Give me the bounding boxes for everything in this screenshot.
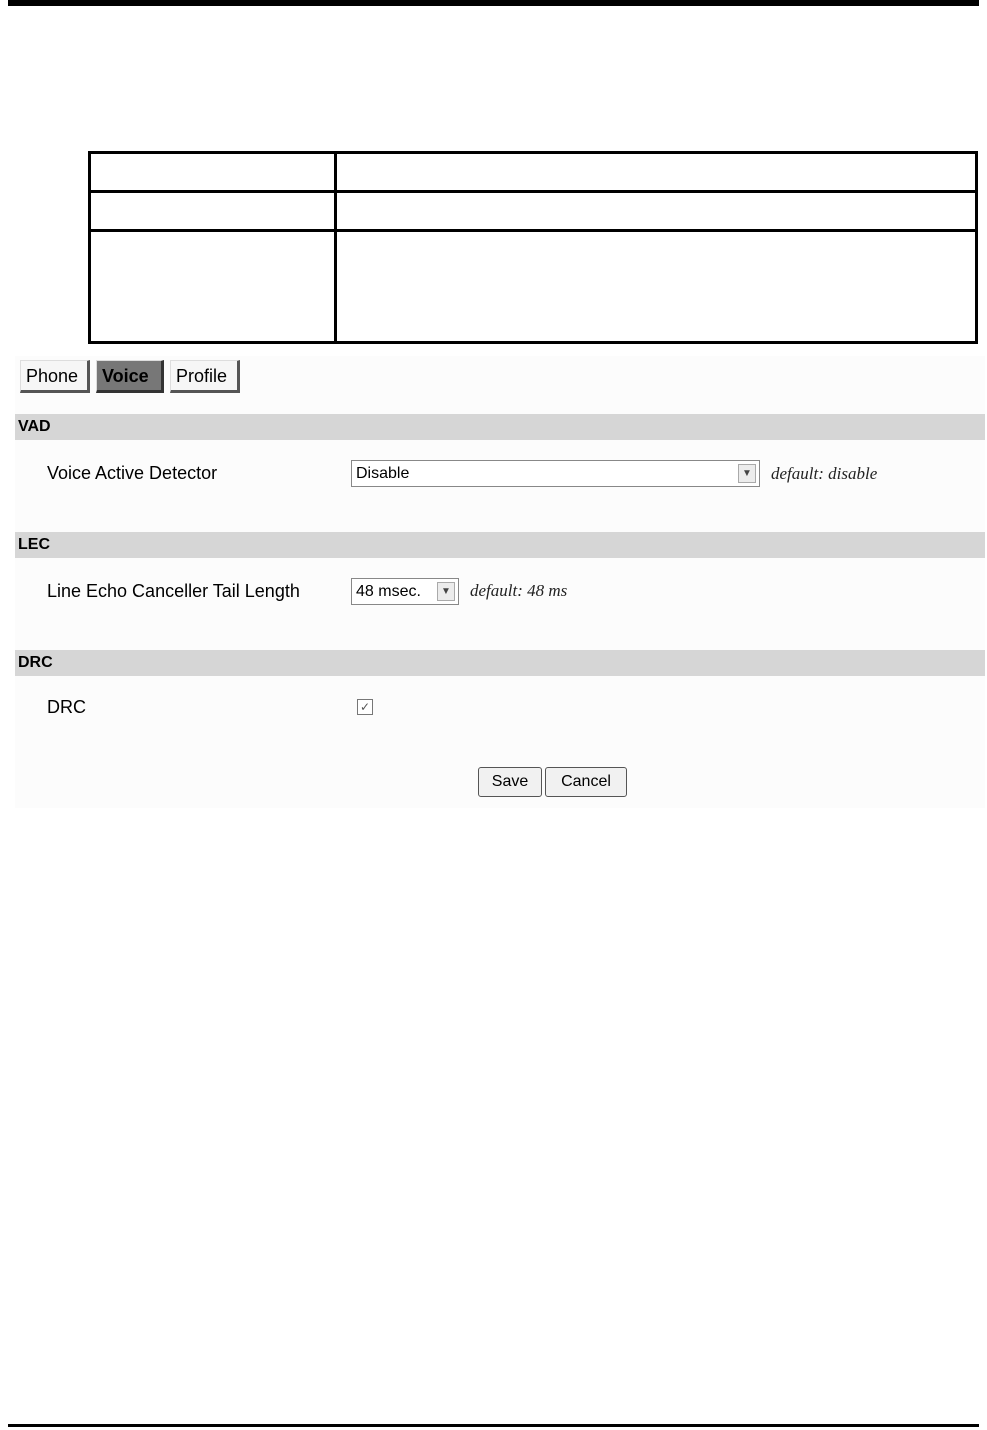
- section-header-drc: DRC: [15, 650, 985, 676]
- section-header-lec: LEC: [15, 532, 985, 558]
- lec-tail-length-label: Line Echo Canceller Tail Length: [47, 581, 300, 601]
- table-cell: [90, 231, 336, 343]
- section-header-vad: VAD: [15, 414, 985, 440]
- table-row: [90, 192, 977, 231]
- select-value: 48 msec.: [356, 583, 421, 600]
- drc-label: DRC: [47, 697, 86, 717]
- table-row: [90, 153, 977, 192]
- chevron-down-icon: ▼: [437, 582, 455, 601]
- checkmark-icon: ✓: [359, 700, 371, 714]
- tab-voice[interactable]: Voice: [96, 360, 164, 393]
- lec-tail-length-select[interactable]: [351, 578, 459, 605]
- voice-active-detector-select[interactable]: [351, 460, 760, 487]
- table-cell: [90, 153, 336, 192]
- lec-default-hint: default: 48 ms: [470, 581, 568, 600]
- table-cell: [336, 153, 977, 192]
- table-cell: [336, 231, 977, 343]
- tab-phone[interactable]: Phone: [20, 360, 90, 393]
- voice-active-detector-label: Voice Active Detector: [47, 463, 218, 483]
- table-row: [90, 231, 977, 343]
- vad-default-hint: default: disable: [771, 464, 878, 483]
- drc-checkbox[interactable]: [357, 699, 373, 715]
- voice-settings-panel: [15, 356, 985, 808]
- bottom-rule: [8, 1424, 979, 1427]
- top-rule: [8, 0, 979, 6]
- cancel-button[interactable]: Cancel: [545, 767, 627, 797]
- table-cell: [336, 192, 977, 231]
- table-cell: [90, 192, 336, 231]
- save-button[interactable]: Save: [478, 767, 542, 797]
- chevron-down-icon: ▼: [738, 464, 756, 483]
- select-value: Disable: [356, 465, 410, 482]
- document-table: [88, 151, 978, 344]
- tab-profile[interactable]: Profile: [170, 360, 240, 393]
